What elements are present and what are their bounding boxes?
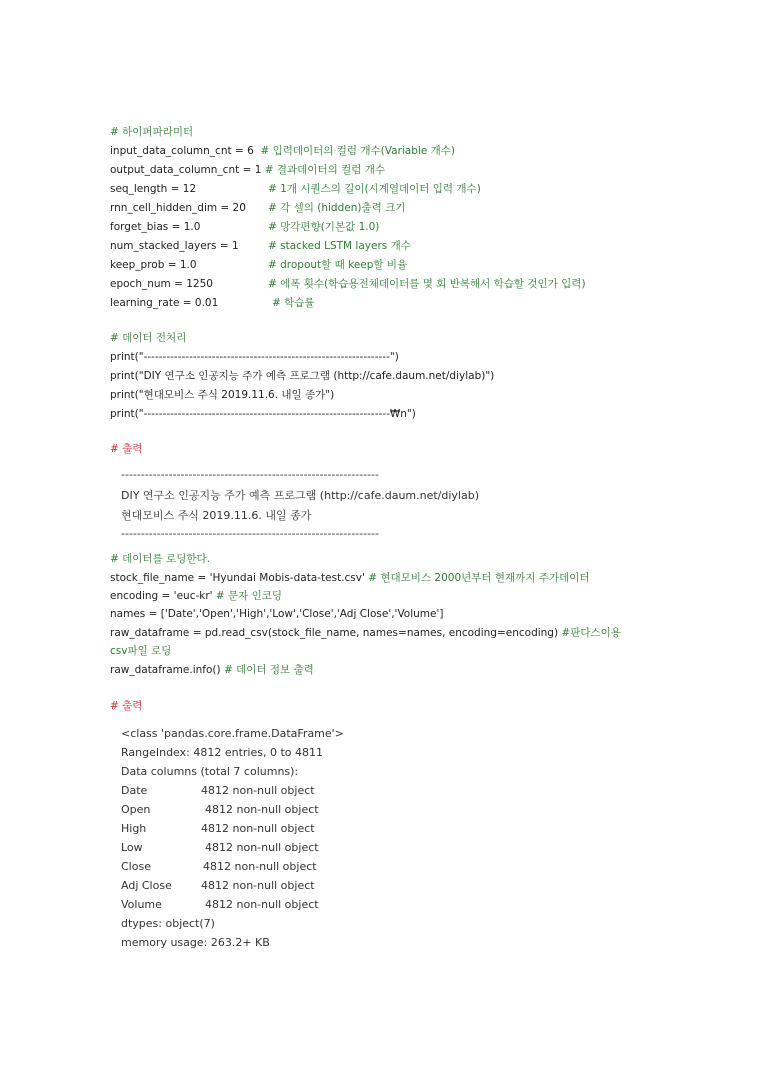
code-comment: # 입력데이터의 컬럼 개수(Variable 개수) (260, 145, 456, 157)
output-line: DIY 연구소 인공지능 주가 예측 프로그램 (http://cafe.daum.net/diylab) (121, 489, 480, 502)
output-dtypes-line: dtypes: object(7) (121, 917, 215, 930)
code-line (110, 163, 385, 177)
column-info: 4812 non-null object (203, 860, 317, 873)
code-line (110, 589, 282, 603)
code-line (110, 277, 213, 291)
code-text: num_stacked_layers = 1 (110, 240, 239, 252)
code-comment: # dropout할 때 keep할 비율 (268, 259, 408, 271)
code-line (110, 182, 196, 196)
column-info: 4812 non-null object (201, 822, 315, 835)
code-text: forget_bias = 1.0 (110, 221, 201, 233)
code-text: keep_prob = 1.0 (110, 259, 197, 271)
code-text: raw_dataframe.info() (110, 664, 224, 676)
code-line: print("현대모비스 주식 2019.11.6. 내일 종가") (110, 389, 335, 401)
code-comment: # 결과데이터의 컬럼 개수 (264, 164, 385, 176)
code-comment: # stacked LSTM layers 개수 (268, 240, 411, 252)
column-info: 4812 non-null object (205, 841, 319, 854)
code-line (110, 144, 455, 158)
code-text: rnn_cell_hidden_dim = 20 (110, 202, 246, 214)
code-comment: csv파일 로딩 (110, 645, 172, 657)
output-memory-line: memory usage: 263.2+ KB (121, 936, 270, 949)
code-text: epoch_num = 1250 (110, 278, 213, 290)
column-name: Close (121, 860, 151, 873)
code-line (110, 607, 443, 621)
code-comment: # 망각편향(기본값 1.0) (268, 221, 380, 233)
output-columns-line: Data columns (total 7 columns): (121, 765, 299, 778)
code-line (110, 258, 197, 272)
output-line: ----------------------------------------------------------------- (121, 468, 380, 481)
code-text: input_data_column_cnt = 6 (110, 145, 261, 157)
code-text: learning_rate = 0.01 (110, 297, 219, 309)
output-heading: # 출력 (110, 700, 143, 712)
code-comment: # 각 셀의 (hidden)출력 크기 (268, 202, 406, 214)
column-info: 4812 non-null object (205, 803, 319, 816)
code-comment: # 1개 시퀀스의 길이(시계열데이터 입력 개수) (268, 183, 481, 195)
code-line (110, 239, 239, 253)
code-comment: # 에폭 횟수(학습용전체데이터를 몇 회 반복해서 학습할 것인가 입력) (268, 278, 586, 290)
column-name: Adj Close (121, 879, 172, 892)
output-range-line: RangeIndex: 4812 entries, 0 to 4811 (121, 746, 323, 759)
section-heading-loading: # 데이터를 로딩한다. (110, 553, 210, 565)
code-text: seq_length = 12 (110, 183, 197, 195)
column-info: 4812 non-null object (201, 784, 315, 797)
code-line (110, 663, 314, 677)
code-text: output_data_column_cnt = 1 (110, 164, 265, 176)
code-line (110, 201, 246, 215)
code-text: names = ['Date','Open','High','Low','Close','Adj Close','Volume'] (110, 608, 444, 620)
code-line (110, 626, 621, 640)
code-line (110, 571, 590, 585)
code-comment: # 학습률 (272, 297, 315, 309)
section-heading-hyperparameters: # 하이퍼파라미터 (110, 126, 194, 138)
output-line: ----------------------------------------------------------------- (121, 527, 380, 540)
output-class-line: <class 'pandas.core.frame.DataFrame'> (121, 727, 344, 740)
code-comment: # 문자 인코딩 (215, 590, 283, 602)
code-comment: # 현대모비스 2000년부터 현재까지 주가데이터 (368, 572, 590, 584)
output-line: 현대모비스 주식 2019.11.6. 내일 종가 (121, 509, 312, 522)
code-text: encoding = 'euc-kr' (110, 590, 216, 602)
output-heading: # 출력 (110, 443, 143, 455)
column-name: High (121, 822, 147, 835)
column-name: Date (121, 784, 148, 797)
code-line (110, 220, 200, 234)
code-text: raw_dataframe = pd.read_csv(stock_file_name, names=names, encoding=encoding) (110, 627, 562, 639)
code-line: print("DIY 연구소 인공지능 주가 예측 프로그램 (http://cafe.daum.net/diylab)") (110, 370, 495, 382)
code-comment: #판다스이용 (561, 627, 621, 639)
code-comment: # 데이터 정보 출력 (223, 664, 314, 676)
section-heading-preprocessing: # 데이터 전처리 (110, 332, 187, 344)
code-line (110, 296, 218, 310)
code-line: print("-----------------------------------------------------------------") (110, 351, 399, 363)
code-text: stock_file_name = 'Hyundai Mobis-data-test.csv' (110, 572, 369, 584)
column-name: Volume (121, 898, 162, 911)
column-info: 4812 non-null object (201, 879, 315, 892)
column-name: Low (121, 841, 143, 854)
code-line: print("-----------------------------------------------------------------₩n") (110, 408, 416, 420)
column-name: Open (121, 803, 151, 816)
column-info: 4812 non-null object (205, 898, 319, 911)
